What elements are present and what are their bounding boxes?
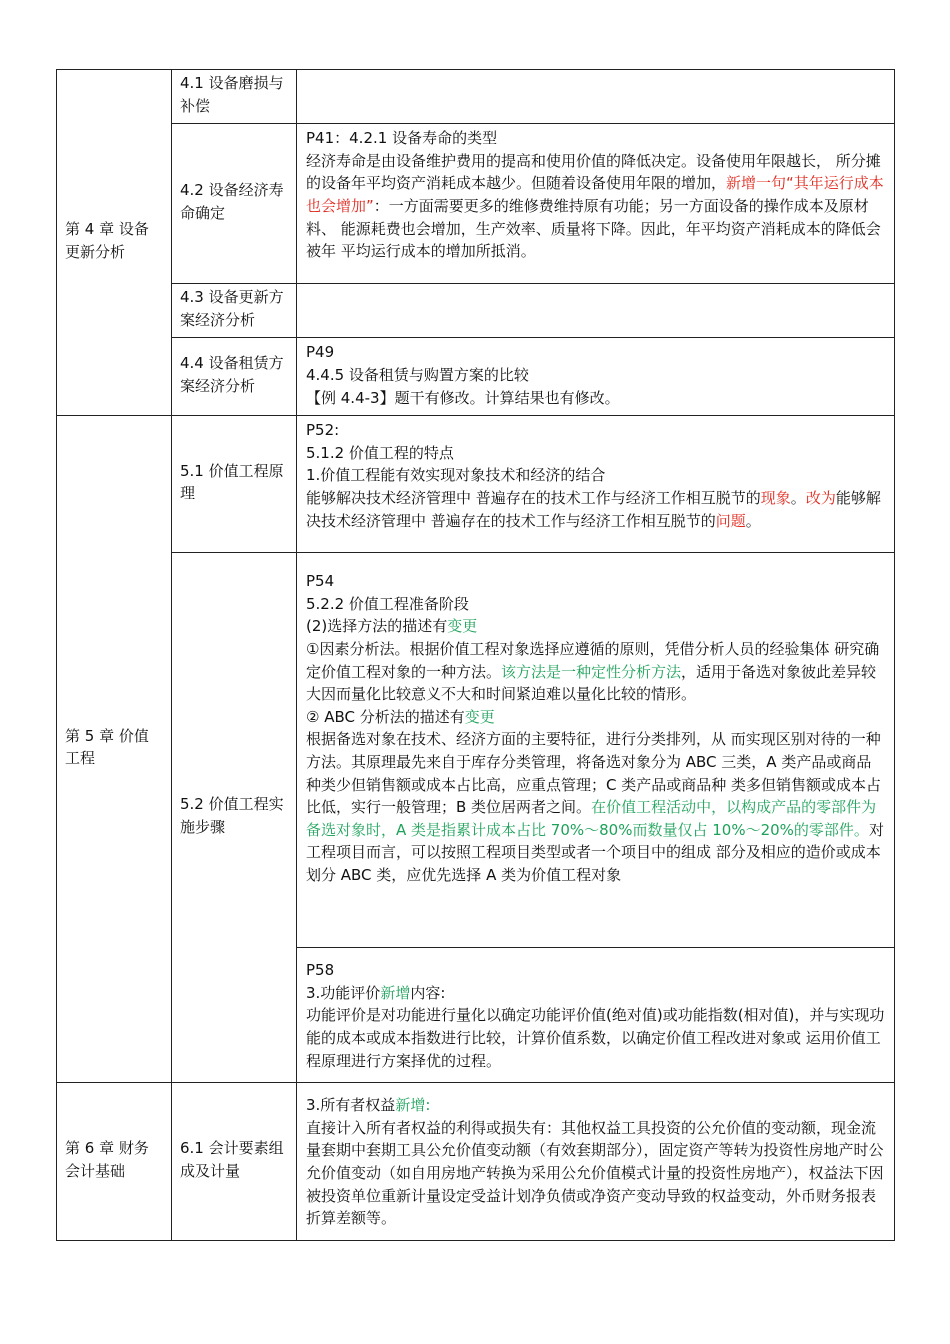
table-row <box>57 553 895 948</box>
section-heading: 5.1.2 价值工程的特点 <box>306 443 454 462</box>
section-6-1-title: 6.1 会计要素组成及计量 <box>172 1083 297 1241</box>
section-5-2-content <box>297 553 895 948</box>
page-reference: P58 <box>306 961 335 980</box>
section-4-2-title: 4.2 设备经济寿命确定 <box>172 124 297 284</box>
marker-text: 3.所有者权益 <box>306 1096 396 1115</box>
section-5-2-title: 5.2 价值工程实施步骤 <box>172 553 297 1083</box>
body-text: ：一方面需要更多的维修费维持原有功能；另一方面设备的操作成本及原材料、 能源耗费也会增加，生产效率、质量将下降。因此，年平均资产消耗成本的降低会被年 平均运行成本的增加所抵消。 <box>306 196 881 261</box>
table-row <box>57 1083 895 1241</box>
marker-text: (2)选择方法的描述有 <box>306 617 448 636</box>
chapter-4-cell: 第 4 章 设备更新分析 <box>57 70 172 416</box>
page-reference: P54 <box>306 572 335 591</box>
page-reference: P52: <box>306 421 340 440</box>
body-text: 根据备选对象在技术、经济方面的主要特征，进行分类排列，从 而实现区别对待的一种方法。其原理最先来自于库存分类管理，将备选对象分为 ABC 三类，A 类产品或商品种类少但销售额或成本占比高，应重点管理；C 类产品或商品种 类多但销售额或成本占比低，实行一般管理；B 类位居两者之间。 <box>306 730 882 817</box>
table-row <box>57 416 895 553</box>
changed-marker: 改为 <box>805 488 836 507</box>
section-4-1-title: 4.1 设备磨损与补偿 <box>172 70 297 124</box>
section-heading: 5.2.2 价值工程准备阶段 <box>306 594 469 613</box>
table-row <box>57 124 895 284</box>
changed-word: 问题 <box>715 511 746 530</box>
section-4-3-content <box>297 284 895 338</box>
changed-text: 在价值工程活动中，以构成产品的零部件为备选对象时，A 类是指累计成本占比 70%～80%而数量仅占 10%～20%的零部件。 <box>306 798 877 839</box>
body-text: 经济寿命是由设备维护费用的提高和使用价值的降低决定。设备使用年限越长， 所分摊的设备年平均资产消耗成本越少。但随着设备使用年限的增加， <box>306 151 881 193</box>
change-tag: 新增 <box>380 983 411 1002</box>
body-text: 功能评价是对功能进行量化以确定功能评价值(绝对值)或功能指数(相对值)，并与实现功能的成本或成本指数进行比较，计算价值系数，以确定价值工程改进对象或 运用价值工程原理进行方案择优的过程。 <box>306 1006 885 1070</box>
section-5-1-title: 5.1 价值工程原理 <box>172 416 297 553</box>
page-reference: P41：4.2.1 设备寿命的类型 <box>306 129 498 148</box>
body-text: 直接计入所有者权益的利得或损失有：其他权益工具投资的公允价值的变动额，现金流量套期中套期工具公允价值变动额（有效套期部分），固定资产等转为投资性房地产时公允价值变动（如自用房地产转换为采用公允价值模式计量的投资性房地产），权益法下因被投资单位重新计量设定受益计划净负债或净资产变动导致的权益变动，外币财务报表折算差额等。 <box>306 1118 884 1228</box>
added-sentence-note: 新增一句“其年运行成本也会增加” <box>306 174 884 215</box>
chapter-6-cell: 第 6 章 财务会计基础 <box>57 1083 172 1241</box>
section-4-4-content <box>297 338 895 416</box>
body-text: ①因素分析法。根据价值工程对象选择应遵循的原则，凭借分析人员的经验集体 研究确定价值工程对象的一种方法。 <box>306 639 880 681</box>
body-text: 能够解决技术经济管理中 普遍存在的技术工作与经济工作相互脱节的 <box>306 488 761 507</box>
table-row <box>57 284 895 338</box>
marker-text: ② ABC 分析法的描述有 <box>306 707 465 726</box>
body-text: 。 <box>790 488 806 507</box>
section-4-1-content <box>297 70 895 124</box>
change-marker-line <box>306 615 886 638</box>
section-4-3-title: 4.3 设备更新方案经济分析 <box>172 284 297 338</box>
body-text: 【例 4.4-3】题干有修改。计算结果也有修改。 <box>306 388 620 407</box>
change-tag: 变更 <box>447 617 478 636</box>
change-marker-line <box>306 982 886 1005</box>
section-5-1-content <box>297 416 895 553</box>
marker-text: 3.功能评价 <box>306 983 381 1002</box>
changed-text: 该方法是一种定性分析方法 <box>501 662 682 681</box>
section-4-4-title: 4.4 设备租赁方案经济分析 <box>172 338 297 416</box>
section-heading: 4.4.5 设备租赁与购置方案的比较 <box>306 365 529 384</box>
body-text: 。 <box>745 511 761 530</box>
section-5-2-content-p58 <box>297 948 895 1083</box>
body-text: 能够解决技术经济管理中 普遍存在的技术工作与经济工作相互脱节的 <box>306 488 881 530</box>
marker-text: 内容: <box>410 983 446 1002</box>
body-text: ，适用于备选对象彼此差异较大因而量化比较意义不大和时间紧迫难以量化比较的情形。 <box>306 662 877 704</box>
change-marker-line <box>306 706 886 729</box>
page-reference: P49 <box>306 343 335 362</box>
change-marker-line <box>306 1094 886 1117</box>
section-6-1-content <box>297 1083 895 1241</box>
sub-heading: 1.价值工程能有效实现对象技术和经济的结合 <box>306 466 606 485</box>
section-4-2-content <box>297 124 895 284</box>
chapter-5-cell: 第 5 章 价值工程 <box>57 416 172 1083</box>
table-row <box>57 338 895 416</box>
changed-word: 现象 <box>760 488 791 507</box>
change-tag: 新增: <box>395 1096 431 1115</box>
change-tag: 变更 <box>464 707 495 726</box>
body-text: 对工程项目而言，可以按照工程项目类型或者一个项目中的组成 部分及相应的造价或成本划分 ABC 类，应优先选择 A 类为价值工程对象 <box>306 820 884 884</box>
revision-table <box>56 69 895 1241</box>
table-row <box>57 70 895 124</box>
